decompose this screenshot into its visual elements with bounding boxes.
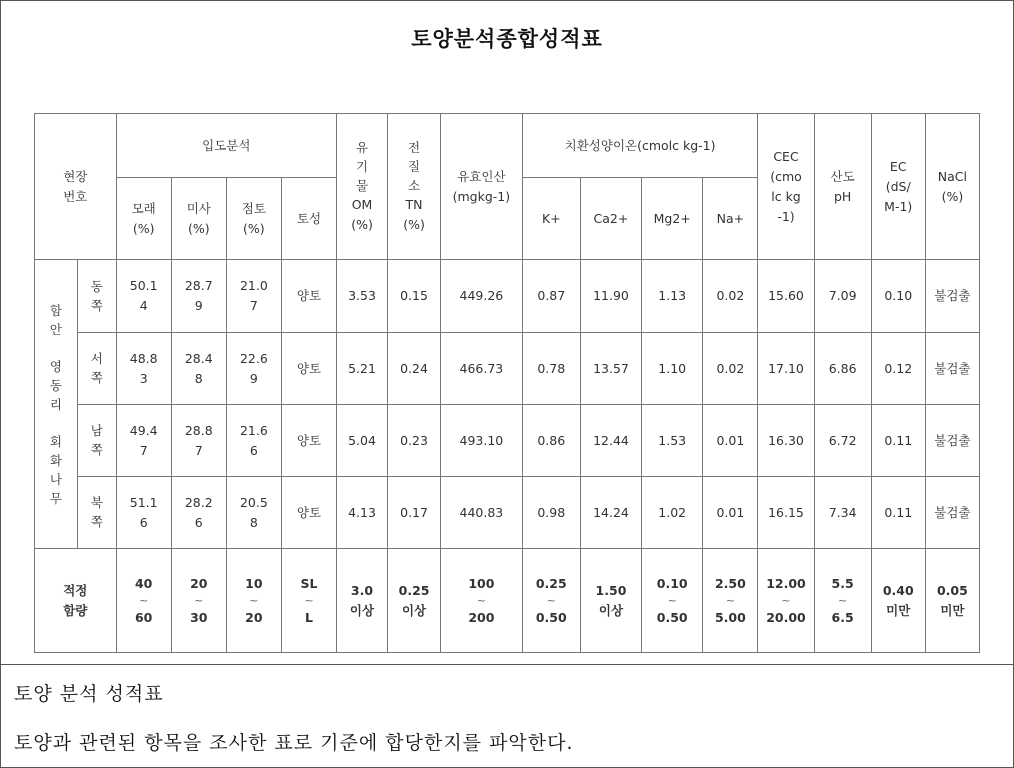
header-ca: Ca2+ bbox=[580, 178, 641, 260]
na-cell: 0.01 bbox=[703, 405, 758, 477]
phosphate-cell: 493.10 bbox=[441, 405, 523, 477]
k-cell: 0.87 bbox=[522, 260, 580, 333]
ca-cell: 12.44 bbox=[580, 405, 641, 477]
table-row bbox=[35, 260, 980, 333]
sand-cell: 50.14 bbox=[116, 260, 171, 333]
header-cec: CEC (cmolc kg-1) bbox=[758, 114, 814, 260]
om-cell: 5.21 bbox=[337, 333, 388, 405]
ref-mg-cell: 0.10 ~ 0.50 bbox=[642, 549, 703, 653]
header-silt: 미사(%) bbox=[171, 178, 226, 260]
ref-texture-cell: SL ~ L bbox=[281, 549, 336, 653]
texture-cell: 양토 bbox=[281, 477, 336, 549]
ref-nacl-cell: 0.05 미만 bbox=[925, 549, 979, 653]
tn-cell: 0.15 bbox=[388, 260, 441, 333]
table-row bbox=[35, 405, 980, 477]
clay-cell: 21.07 bbox=[226, 260, 281, 333]
site-name-part1: 함안 bbox=[49, 302, 62, 337]
nacl-cell: 불검출 bbox=[925, 333, 979, 405]
ref-silt-cell: 20 ~ 30 bbox=[171, 549, 226, 653]
header-available-phosphate: 유효인산 (mgkg-1) bbox=[441, 114, 523, 260]
site-name-part2: 영동리 bbox=[49, 358, 62, 412]
header-field-no: 현장번호 bbox=[35, 114, 117, 260]
header-k: K+ bbox=[522, 178, 580, 260]
reference-label: 적정함량 bbox=[35, 549, 117, 653]
ref-sand-cell: 40 ~ 60 bbox=[116, 549, 171, 653]
ph-cell: 7.34 bbox=[814, 477, 871, 549]
header-particle-analysis: 입도분석 bbox=[116, 114, 336, 178]
ph-cell: 6.86 bbox=[814, 333, 871, 405]
nacl-cell: 불검출 bbox=[925, 405, 979, 477]
texture-cell: 양토 bbox=[281, 260, 336, 333]
header-na: Na+ bbox=[703, 178, 758, 260]
header-nacl: NaCl (%) bbox=[925, 114, 979, 260]
ref-k-cell: 0.25 ~ 0.50 bbox=[522, 549, 580, 653]
table-title: 토양분석종합성적표 bbox=[411, 27, 603, 51]
mg-cell: 1.10 bbox=[642, 333, 703, 405]
header-sand: 모래(%) bbox=[116, 178, 171, 260]
texture-cell: 양토 bbox=[281, 333, 336, 405]
silt-cell: 28.79 bbox=[171, 260, 226, 333]
silt-cell: 28.87 bbox=[171, 405, 226, 477]
om-cell: 4.13 bbox=[337, 477, 388, 549]
cec-cell: 16.15 bbox=[758, 477, 814, 549]
ref-cec-cell: 12.00 ~ 20.00 bbox=[758, 549, 814, 653]
header-texture: 토성 bbox=[281, 178, 336, 260]
ref-ca-cell: 1.50 이상 bbox=[580, 549, 641, 653]
ca-cell: 14.24 bbox=[580, 477, 641, 549]
direction-cell: 남쪽 bbox=[77, 405, 116, 477]
tn-cell: 0.17 bbox=[388, 477, 441, 549]
k-cell: 0.86 bbox=[522, 405, 580, 477]
na-cell: 0.02 bbox=[703, 333, 758, 405]
ca-cell: 13.57 bbox=[580, 333, 641, 405]
direction-cell: 북쪽 bbox=[77, 477, 116, 549]
table-row bbox=[35, 477, 980, 549]
table-row bbox=[35, 333, 980, 405]
header-tn: 전질소 TN (%) bbox=[388, 114, 441, 260]
phosphate-cell: 449.26 bbox=[441, 260, 523, 333]
cec-cell: 16.30 bbox=[758, 405, 814, 477]
clay-cell: 21.66 bbox=[226, 405, 281, 477]
header-ph: 산도 pH bbox=[814, 114, 871, 260]
ec-cell: 0.12 bbox=[871, 333, 925, 405]
header-row-1 bbox=[35, 114, 980, 178]
ref-om-cell: 3.0 이상 bbox=[337, 549, 388, 653]
ph-cell: 7.09 bbox=[814, 260, 871, 333]
mg-cell: 1.13 bbox=[642, 260, 703, 333]
header-ec: EC (dS/M-1) bbox=[871, 114, 925, 260]
om-cell: 3.53 bbox=[337, 260, 388, 333]
header-clay: 점토(%) bbox=[226, 178, 281, 260]
cec-cell: 15.60 bbox=[758, 260, 814, 333]
silt-cell: 28.26 bbox=[171, 477, 226, 549]
ref-tn-cell: 0.25 이상 bbox=[388, 549, 441, 653]
nacl-cell: 불검출 bbox=[925, 260, 979, 333]
ref-ec-cell: 0.40 미만 bbox=[871, 549, 925, 653]
reference-row bbox=[35, 549, 980, 653]
clay-cell: 20.58 bbox=[226, 477, 281, 549]
sand-cell: 51.16 bbox=[116, 477, 171, 549]
na-cell: 0.01 bbox=[703, 477, 758, 549]
ref-phosphate-cell: 100 ~ 200 bbox=[441, 549, 523, 653]
texture-cell: 양토 bbox=[281, 405, 336, 477]
direction-cell: 서쪽 bbox=[77, 333, 116, 405]
cec-cell: 17.10 bbox=[758, 333, 814, 405]
k-cell: 0.78 bbox=[522, 333, 580, 405]
mg-cell: 1.02 bbox=[642, 477, 703, 549]
ec-cell: 0.11 bbox=[871, 405, 925, 477]
direction-cell: 동쪽 bbox=[77, 260, 116, 333]
ref-ph-cell: 5.5 ~ 6.5 bbox=[814, 549, 871, 653]
ref-clay-cell: 10 ~ 20 bbox=[226, 549, 281, 653]
header-om: 유기물 OM (%) bbox=[337, 114, 388, 260]
tn-cell: 0.23 bbox=[388, 405, 441, 477]
soil-analysis-table bbox=[34, 113, 980, 653]
ref-na-cell: 2.50 ~ 5.00 bbox=[703, 549, 758, 653]
k-cell: 0.98 bbox=[522, 477, 580, 549]
phosphate-cell: 466.73 bbox=[441, 333, 523, 405]
ec-cell: 0.10 bbox=[871, 260, 925, 333]
sand-cell: 49.47 bbox=[116, 405, 171, 477]
clay-cell: 22.69 bbox=[226, 333, 281, 405]
header-mg: Mg2+ bbox=[642, 178, 703, 260]
ec-cell: 0.11 bbox=[871, 477, 925, 549]
header-exchangeable-cations: 치환성양이온(cmolc kg-1) bbox=[522, 114, 758, 178]
om-cell: 5.04 bbox=[337, 405, 388, 477]
nacl-cell: 불검출 bbox=[925, 477, 979, 549]
site-name-part3: 회화나무 bbox=[49, 433, 62, 506]
ca-cell: 11.90 bbox=[580, 260, 641, 333]
phosphate-cell: 440.83 bbox=[441, 477, 523, 549]
site-name-cell bbox=[35, 260, 78, 549]
na-cell: 0.02 bbox=[703, 260, 758, 333]
caption-description: 토양과 관련된 항목을 조사한 표로 기준에 합당한지를 파악한다. bbox=[14, 732, 574, 754]
mg-cell: 1.53 bbox=[642, 405, 703, 477]
sand-cell: 48.83 bbox=[116, 333, 171, 405]
tn-cell: 0.24 bbox=[388, 333, 441, 405]
silt-cell: 28.48 bbox=[171, 333, 226, 405]
ph-cell: 6.72 bbox=[814, 405, 871, 477]
caption-title: 토양 분석 성적표 bbox=[14, 683, 164, 705]
